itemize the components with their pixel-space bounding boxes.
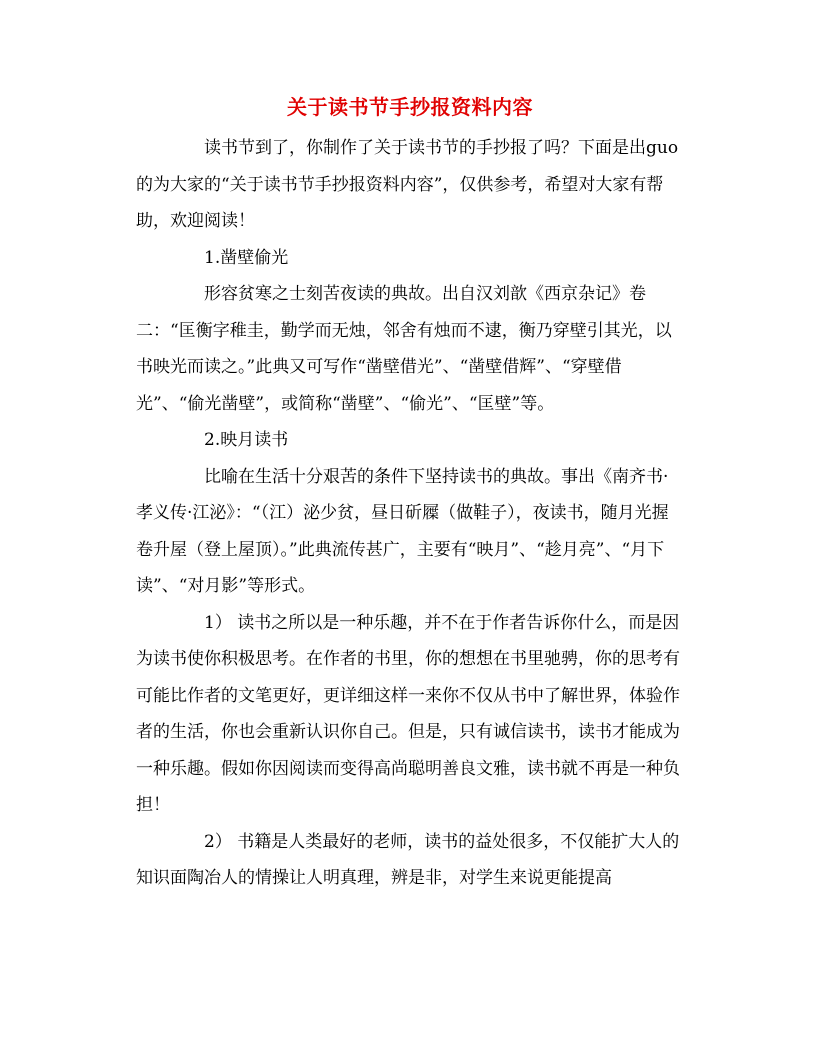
section-heading-2: 2.映月读书 [204,430,289,450]
section-heading-1: 1.凿壁偷光 [204,247,289,268]
section-paragraph-1: 形容贫寒之士刻苦夜读的典故。出自汉刘歆《西京杂记》卷二：“匡衡字稚圭，勤学而无烛，邻舍有烛而不逮，衡乃穿壁引其光，以书映光而读之。”此典又可写作“凿壁借光”、“凿壁借辉”、“穿壁借光”、“偷光凿壁”，或简称“凿壁”、“偷光”、“匡壁”等。 [136,284,672,414]
intro-paragraph: 读书节到了，你制作了关于读书节的手抄报了吗？下面是出guo的为大家的“关于读书节手抄报资料内容”，仅供参考，希望对大家有帮助，欢迎阅读！ [136,138,679,231]
document-body [136,92,684,897]
document-title: 关于读书节手抄报资料内容 [287,95,533,119]
section-paragraph-2: 比喻在生活十分艰苦的条件下坚持读书的典故。事出《南齐书·孝义传·江泌》：“（江）泌少贫，昼日斫屧（做鞋子），夜读书，随月光握卷升屋（登上屋顶）。”此典流传甚广，主要有“映月”、“趁月亮”、“月下读”、“对月影”等形式。 [136,466,669,596]
numbered-paragraph-2: 2） 书籍是人类最好的老师，读书的益处很多，不仅能扩大人的知识面陶冶人的情操让人明真理，辨是非，对学生来说更能提高 [136,831,680,888]
numbered-paragraph-1: 1） 读书之所以是一种乐趣，并不在于作者告诉你什么，而是因为读书使你积极思考。在作者的书里，你的想想在书里驰骋，你的思考有可能比作者的文笔更好，更详细这样一来你不仅从书中了解世界，体验作者的生活，你也会重新认识你自己。但是，只有诚信读书，读书才能成为一种乐趣。假如你因阅读而变得高尚聪明善良文雅，读书就不再是一种负担！ [136,612,680,815]
